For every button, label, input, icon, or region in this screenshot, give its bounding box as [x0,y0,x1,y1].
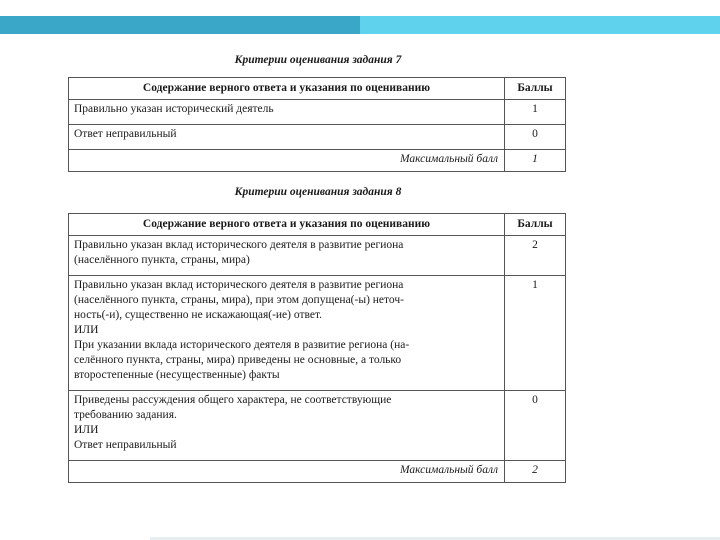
criterion-line: ИЛИ [74,324,99,336]
cell-gap [74,383,500,388]
criterion-line: Правильно указан исторический деятель [74,103,274,115]
max-score-label: Максимальный балл [69,150,505,172]
criterion-line: селённого пункта, страны, мира) приведены не основные, а только [74,354,402,366]
criterion-line: Ответ неправильный [74,439,177,451]
criterion-line: Правильно указан вклад исторического деятеля в развитие региона [74,239,404,251]
criterion-score: 0 [505,391,566,461]
content-column-header: Содержание верного ответа и указания по оцениванию [69,214,505,236]
criterion-text [69,391,505,461]
criterion-line: Ответ неправильный [74,128,177,140]
criterion-line: (населённого пункта, страны, мира) [74,254,250,266]
criterion-score: 1 [505,276,566,391]
max-score-row [69,150,566,172]
score-column-header: Баллы [505,78,566,100]
cell-gap [74,453,500,458]
criterion-score: 0 [505,125,566,150]
task7-criteria-table [68,77,566,172]
max-score-row [69,461,566,483]
criterion-line: ность(-и), существенно не искажающая(-ие) ответ. [74,309,322,321]
criterion-text [69,236,505,276]
cell-gap [74,268,500,273]
table-row [69,100,566,125]
criterion-text [69,100,505,125]
max-score-value: 2 [505,461,566,483]
criterion-line: второстепенные (несущественные) факты [74,369,280,381]
task8-criteria-table [68,213,566,483]
table-header-row [69,78,566,100]
criterion-line: Приведены рассуждения общего характера, не соответствующие [74,394,392,406]
criterion-score: 2 [505,236,566,276]
criterion-line: требованию задания. [74,409,177,421]
criterion-line: Правильно указан вклад исторического деятеля в развитие региона [74,279,404,291]
table-header-row [69,214,566,236]
content-column-header: Содержание верного ответа и указания по оцениванию [69,78,505,100]
max-score-value: 1 [505,150,566,172]
criterion-line: ИЛИ [74,424,99,436]
table-row [69,236,566,276]
task8-caption: Критерии оценивания задания 8 [234,186,402,198]
criterion-text [69,125,505,150]
table-row [69,125,566,150]
criterion-line: При указании вклада исторического деятеля в развитие региона (на- [74,339,410,351]
criterion-line: (населённого пункта, страны, мира), при этом допущена(-ы) неточ- [74,294,404,306]
max-score-label: Максимальный балл [69,461,505,483]
score-column-header: Баллы [505,214,566,236]
criterion-score: 1 [505,100,566,125]
top-accent-bar-dark [0,16,360,34]
table-row [69,276,566,391]
cell-gap [74,142,500,147]
cell-gap [74,117,500,122]
task7-caption: Критерии оценивания задания 7 [234,54,402,66]
table-row [69,391,566,461]
criterion-text [69,276,505,391]
